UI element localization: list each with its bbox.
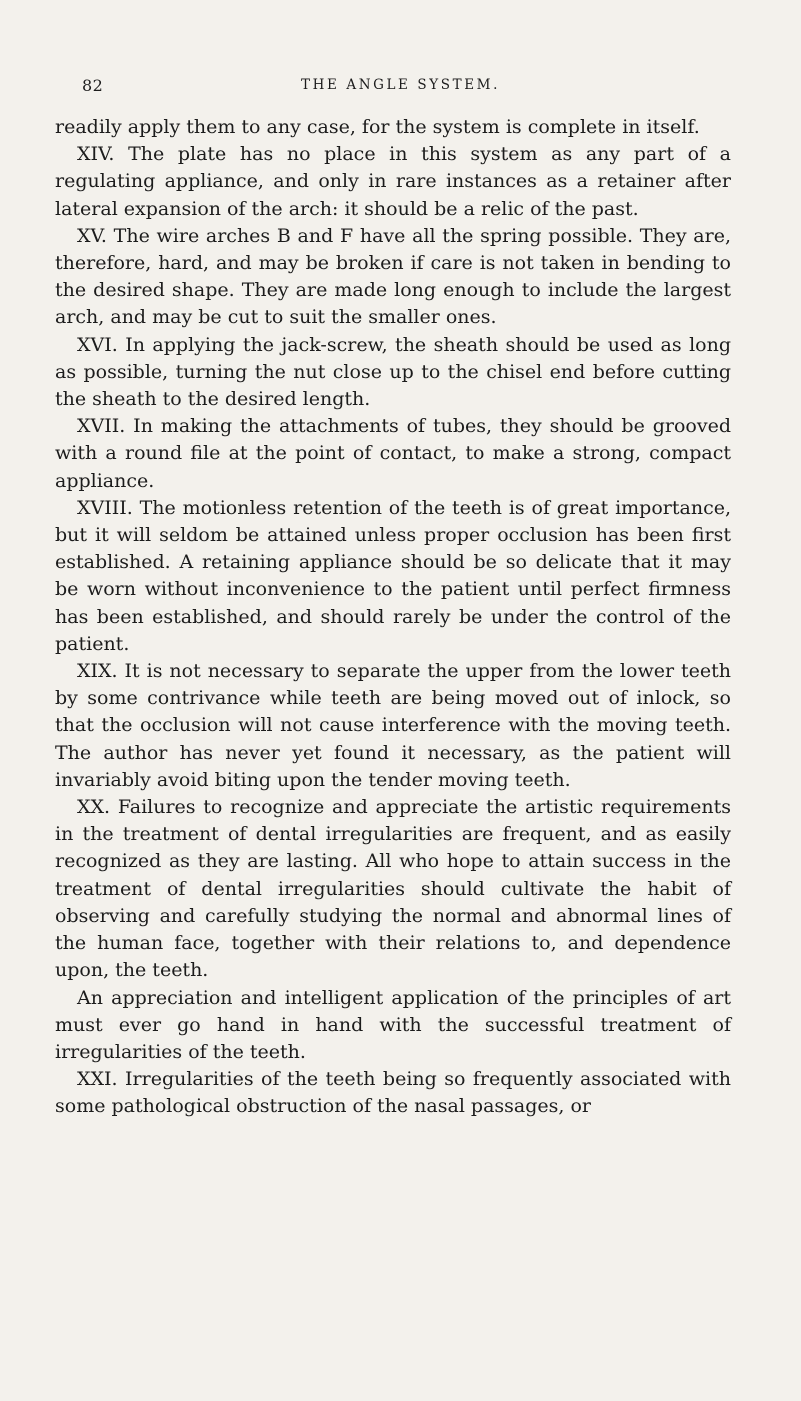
paragraph-continuation: readily apply them to any case, for the system is complete in itself. [55,116,700,138]
paragraph-xix: XIX. It is not necessary to separate the upper from the lower teeth by some contrivance while teeth are being moved out of inlock, so that the occlusion will not cause interference with the moving teeth. The author has never yet found it necessary, as the patient will invariably avoid biting upon the tender moving teeth. [55,660,731,791]
page-header [0,76,801,100]
paragraph-xvi: XVI. In applying the jack-screw, the sheath should be used as long as possible, turning the nut close up to the chisel end before cutting the sheath to the desired length. [55,333,731,411]
paragraph-art-principles: An appreciation and intelligent application of the principles of art must ever go hand in hand with the successful treatment of irregularities of the teeth. [55,986,731,1063]
running-title: THE ANGLE SYSTEM. [301,77,500,93]
paragraph-xx: XX. Failures to recognize and appreciate the artistic requirements in the treatment of dental irregularities are frequent, and as easily recognized as they are lasting. All who hope to attain success in the treatment of dental irregularities should cultivate the habit of observing and carefully studying the normal and abnormal lines of the human face, together with their relations to, and dependence upon, the teeth. [55,796,731,982]
page-number: 82 [82,76,104,95]
paragraph-xvii: XVII. In making the attachments of tubes, they should be grooved with a round file at the point of contact, to make a strong, compact appliance. [55,415,731,492]
body-text [55,114,731,1121]
paragraph-xv: XV. The wire arches B and F have all the spring possible. They are, therefore, hard, and may be broken if care is not taken in bending to the desired shape. They are made long enough to include the largest arch, and may be cut to suit the smaller ones. [55,224,731,329]
paragraph-xiv: XIV. The plate has no place in this system as any part of a regulating appliance, and only in rare instances as a retainer after lateral expansion of the arch: it should be a relic of the past. [55,143,731,220]
paragraph-xxi: XXI. Irregularities of the teeth being so frequently associated with some pathological obstruction of the nasal passages, or [55,1068,731,1118]
paragraph-xviii: XVIII. The motionless retention of the teeth is of great importance, but it will seldom be attained unless proper occlusion has been first established. A retaining appliance should be so delicate that it may be worn without inconvenience to the patient until perfect firmness has been established, and should rarely be under the control of the patient. [55,496,731,655]
